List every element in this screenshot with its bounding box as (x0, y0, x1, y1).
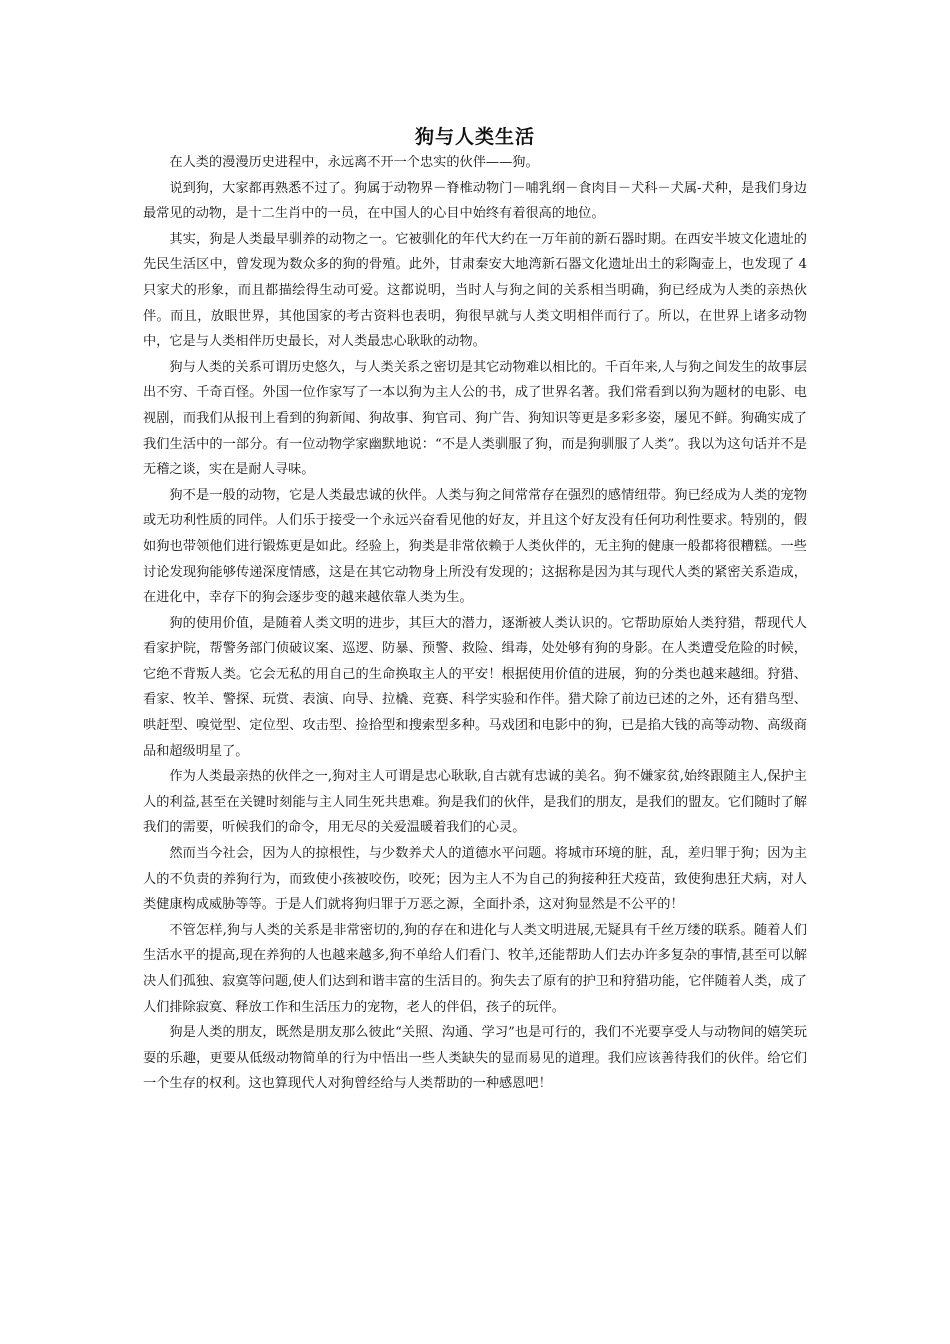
paragraph-1: 在人类的漫漫历史进程中，永远离不开一个忠实的伙伴——狗。 (169, 155, 539, 170)
paragraph-3: 其实，狗是人类最早驯养的动物之一。它被驯化的年代大约在一万年前的新石器时期。在西安半坡文化遗址的先民生活区中，曾发现为数众多的狗的骨殖。此外，甘肃秦安大地湾新石器文化遗址出土的彩陶壶上，也发现了 4 只家犬的形象，而且都描绘得生动可爱。这都说明，当时人与狗之间的关系相当明确，狗已经成为人类的亲热伙伴。而且，放眼世界，其他国家的考古资料也表明，狗很早就与人类文明相伴而行了。所以，在世界上诸多动物中，它是与人类相伴历史最长，对人类最忠心耿耿的动物。 (143, 231, 807, 350)
paragraph-7: 作为人类最亲热的伙伴之一,狗对主人可谓是忠心耿耿,自古就有忠诚的美名。狗不嫌家贫,始终跟随主人,保护主人的利益,甚至在关键时刻能与主人同生死共患难。狗是我们的伙伴，是我们的朋友，是我们的盟友。它们随时了解我们的需要，听候我们的命令，用无尽的关爱温暖着我们的心灵。 (143, 769, 807, 836)
paragraph-9: 不管怎样,狗与人类的关系是非常密切的,狗的存在和进化与人类文明进展,无疑具有千丝万缕的联系。随着人们生活水平的提高,现在养狗的人也越来越多,狗不单给人们看门、牧羊,还能帮助人们去办许多复杂的事情,甚至可以解决人们孤独、寂寞等问题,使人们达到和谐丰富的生活目的。狗失去了原有的护卫和狩猎功能，它伴随着人类，成了人们排除寂寞、释放工作和生活压力的宠物，老人的伴侣，孩子的玩伴。 (143, 922, 807, 1015)
paragraph-4: 狗与人类的关系可谓历史悠久，与人类关系之密切是其它动物难以相比的。千百年来,人与狗之间发生的故事层出不穷、千奇百怪。外国一位作家写了一本以狗为主人公的书，成了世界名著。我们常看到以狗为题材的电影、电视剧，而我们从报刊上看到的狗新闻、狗故事、狗官司、狗广告、狗知识等更是多彩多姿，屡见不鲜。狗确实成了我们生活中的一部分。有一位动物学家幽默地说：“不是人类驯服了狗，而是狗驯服了人类”。我以为这句话并不是无稽之谈，实在是耐人寻味。 (143, 359, 807, 478)
paragraph-2: 说到狗，大家都再熟悉不过了。狗属于动物界－脊椎动物门－哺乳纲－食肉目－犬科－犬属-犬种，是我们身边最常见的动物，是十二生肖中的一员，在中国人的心目中始终有着很高的地位。 (143, 180, 807, 222)
paragraph-5: 狗不是一般的动物，它是人类最忠诚的伙伴。人类与狗之间常常存在强烈的感情纽带。狗已经成为人类的宠物或无功利性质的同伴。人们乐于接受一个永远兴奋看见他的好友，并且这个好友没有任何功利性要求。特别的，假如狗也带领他们进行锻炼更是如此。经验上，狗类是非常依赖于人类伙伴的，无主狗的健康一般都将很糟糕。一些讨论发现狗能够传递深度情感，这是在其它动物身上所没有发现的；这据称是因为其与现代人类的紧密关系造成，在进化中，幸存下的狗会逐步变的越来越依靠人类为生。 (143, 487, 807, 606)
document-body (143, 124, 807, 1097)
paragraph-10: 狗是人类的朋友，既然是朋友那么彼此“关照、沟通、学习”也是可行的，我们不光要享受人与动物间的嬉笑玩耍的乐趣，更要从低级动物简单的行为中悟出一些人类缺失的显而易见的道理。我们应该善待我们的伙伴。给它们一个生存的权利。这也算现代人对狗曾经给与人类帮助的一种感恩吧！ (143, 1025, 807, 1092)
paragraph-8: 然而当今社会，因为人的掠根性，与少数养犬人的道德水平问题。将城市环境的脏，乱，差归罪于狗；因为主人的不负责的养狗行为，而致使小孩被咬伤，咬死；因为主人不为自己的狗接种狂犬疫苗，致使狗患狂犬病，对人类健康构成威胁等等。于是人们就将狗归罪于万恶之源，全面扑杀，这对狗显然是不公平的！ (143, 846, 807, 913)
paragraph-6: 狗的使用价值，是随着人类文明的进步，其巨大的潜力，逐渐被人类认识的。它帮助原始人类狩猎，帮现代人看家护院，帮警务部门侦破议案、巡逻、防暴、预警、救险、缉毒，处处够有狗的身影。在人类遭受危险的时候，它绝不背叛人类。它会无私的用自己的生命换取主人的平安！根据使用价值的进展，狗的分类也越来越细。狩猎、看家、牧羊、警探、玩赏、表演、向导、拉橇、竞赛、科学实验和作伴。猎犬除了前边已述的之外，还有猎鸟型、哄赶型、嗅觉型、定位型、攻击型、捡拾型和搜索型多种。马戏团和电影中的狗，已是掐大钱的高等动物、高级商品和超级明星了。 (143, 615, 807, 759)
document-title: 狗与人类生活 (414, 126, 535, 148)
